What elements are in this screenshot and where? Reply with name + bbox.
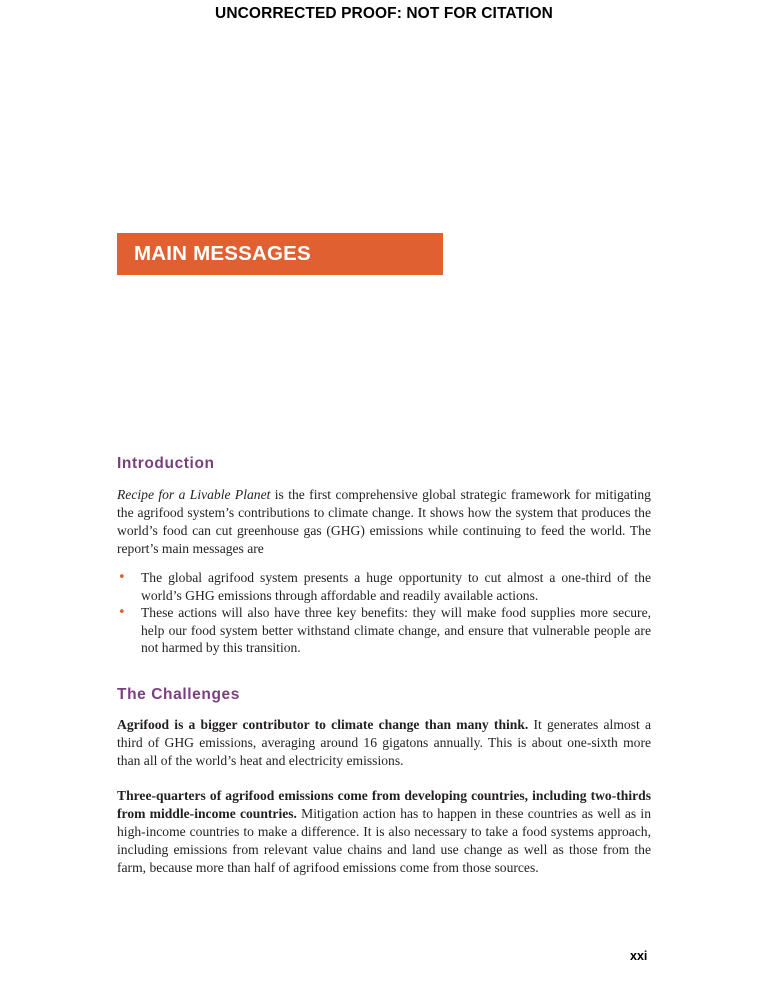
challenges-p1-text: It generates almost a third of GHG emissions, averaging around 16 gigatons annually. This is about one-sixth more than all of the world’s heat and electricity emissions. bbox=[117, 717, 651, 768]
introduction-paragraph-text: is the first comprehensive global strategic framework for mitigating the agrifood system’s contributions to climate change. It shows how the system that produces the world’s food can cut greenhouse gas (GHG) emissions while continuing to feed the world. The report’s main messages are bbox=[117, 487, 651, 556]
banner-title: MAIN MESSAGES bbox=[134, 242, 311, 265]
main-messages-list bbox=[117, 569, 651, 657]
challenges-paragraph-1 bbox=[117, 716, 651, 770]
report-title-italic: Recipe for a Livable Planet bbox=[117, 487, 271, 502]
introduction-heading: Introduction bbox=[117, 455, 215, 472]
challenges-p2-text: Mitigation action has to happen in these countries as well as in high-income countries to make a difference. It is also necessary to take a food systems approach, including emissions from relevant value chains and land use change as well as those from the farm, because more than half of agrifood emissions come from those sources. bbox=[117, 806, 651, 875]
main-messages-banner bbox=[117, 233, 443, 275]
bullet-icon: • bbox=[118, 605, 126, 620]
challenges-p2-lead: Three-quarters of agrifood emissions come from developing countries, including two-thirds from middle-income countries. bbox=[117, 788, 651, 821]
page-number: xxi bbox=[630, 949, 648, 963]
list-item bbox=[117, 604, 651, 657]
challenges-heading: The Challenges bbox=[117, 686, 240, 703]
bullet-icon: • bbox=[118, 570, 126, 585]
list-item-text: These actions will also have three key benefits: they will make food supplies more secure, help our food system better withstand climate change, and ensure that vulnerable people are not harmed by this transition. bbox=[141, 605, 651, 655]
proof-notice: UNCORRECTED PROOF: NOT FOR CITATION bbox=[215, 5, 553, 22]
list-item bbox=[117, 569, 651, 604]
challenges-p1-lead: Agrifood is a bigger contributor to climate change than many think. bbox=[117, 717, 529, 732]
list-item-text: The global agrifood system presents a huge opportunity to cut almost a one-third of the world’s GHG emissions through affordable and readily available actions. bbox=[141, 570, 651, 603]
introduction-paragraph bbox=[117, 486, 651, 558]
challenges-paragraph-2 bbox=[117, 787, 651, 877]
